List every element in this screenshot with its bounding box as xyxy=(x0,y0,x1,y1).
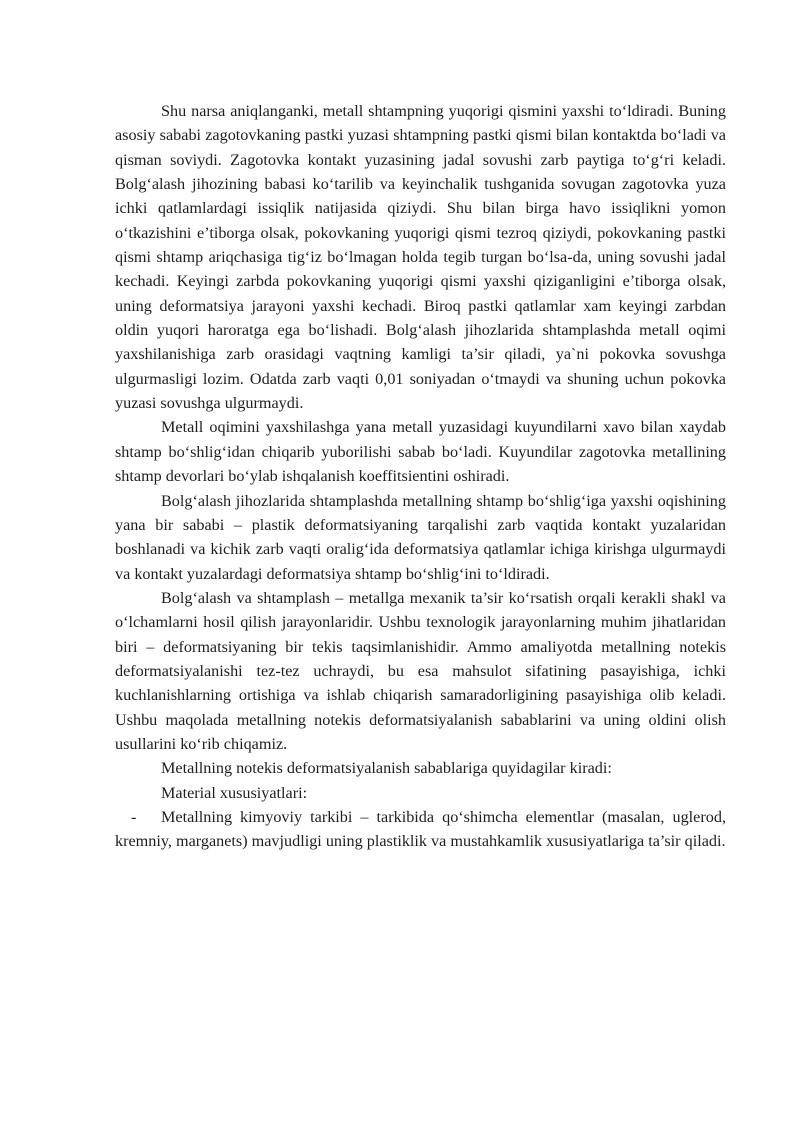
paragraph-3: Bolg‘alash jihozlarida shtamplashda metallning shtamp bo‘shlig‘iga yaxshi oqishining yana bir sababi – plastik deformatsiyaning tarqalishi zarb vaqtida kontakt yuzalaridan boshlanadi va kichik zarb vaqti oralig‘ida deformatsiya qatlamlar ichiga kirishga ulgurmaydi va kontakt yuzalardagi deformatsiya shtamp bo‘shlig‘ini to‘ldiradi. xyxy=(115,491,726,583)
list-intro-line: Metallning notekis deformatsiyalanish sabablariga quyidagilar kiradi: xyxy=(161,759,612,778)
paragraph-1: Shu narsa aniqlanganki, metall shtampning yuqorigi qismini yaxshi to‘ldiradi. Buning asosiy sababi zagotovkaning pastki yuzasi shtampning pastki qismi bilan kontaktda bo‘ladi va qisman soviydi. Zagotovka kontakt yuzasining jadal sovushi zarb paytiga to‘g‘ri keladi. Bolg‘alash jihozining babasi ko‘tarilib va keyinchalik tushganida sovugan zagotovka yuza ichki qatlamlardagi issiqlik natijasida qiziydi. Shu bilan birga havo issiqlikni yomon o‘tkazishini e’tiborga olsak, pokovkaning yuqorigi qismi tezroq qiziydi, pokovkaning pastki qismi shtamp ariqchasiga tig‘iz bo‘lmagan holda tegib turgan bo‘lsa-da, uning sovushi jadal kechadi. Keyingi zarbda pokovkaning yuqorigi qismi yaxshi qiziganligini e’tiborga olsak, uning deformatsiya jarayoni yaxshi kechadi. Biroq pastki qatlamlar xam keyingi zarbdan oldin yuqori haroratga ega bo‘lishadi. Bolg‘alash jihozlarida shtamplashda metall oqimi yaxshilanishiga zarb orasidagi vaqtning kamligi ta’sir qiladi, ya`ni pokovka sovushga ulgurmasligi lozim. Odatda zarb vaqti 0,01 soniyadan o‘tmaydi va shuning uchun pokovka yuzasi sovushga ulgurmaydi. xyxy=(115,102,726,413)
paragraph-2: Metall oqimini yaxshilashga yana metall yuzasidagi kuyundilarni xavo bilan xaydab shtamp bo‘shlig‘idan chiqarib yuborilishi sabab bo‘ladi. Kuyundilar zagotovka metallining shtamp devorlari bo‘ylab ishqalanish koeffitsientini oshiradi. xyxy=(115,418,726,486)
subheading-line: Material xususiyatlari: xyxy=(161,783,308,802)
paragraph-4: Bolg‘alash va shtamplash – metallga mexanik ta’sir ko‘rsatish orqali kerakli shakl va o‘lchamlarni hosil qilish jarayonlaridir. Ushbu texnologik jarayonlarning muhim jihatlaridan biri – deformatsiyaning bir tekis taqsimlanishidir. Ammo amaliyotda metallning notekis deformatsiyalanishi tez-tez uchraydi, bu esa mahsulot sifatining pasayishiga, ichki kuchlanishlarning ortishiga va ishlab chiqarish samaradorligining pasayishiga olib keladi. Ushbu maqolada metallning notekis deformatsiyalanish sabablarini va uning oldini olish usullarini ko‘rib chiqamiz. xyxy=(115,588,726,753)
list-item-text: Metallning kimyoviy tarkibi – tarkibida qo‘shimcha elementlar (masalan, uglerod, kremniy, marganets) mavjudligi uning plastiklik va mustahkamlik xususiyatlariga ta’sir qiladi. xyxy=(115,807,726,851)
list-item-marker: - xyxy=(131,807,137,826)
document-page xyxy=(115,99,726,854)
list-item xyxy=(115,805,726,854)
